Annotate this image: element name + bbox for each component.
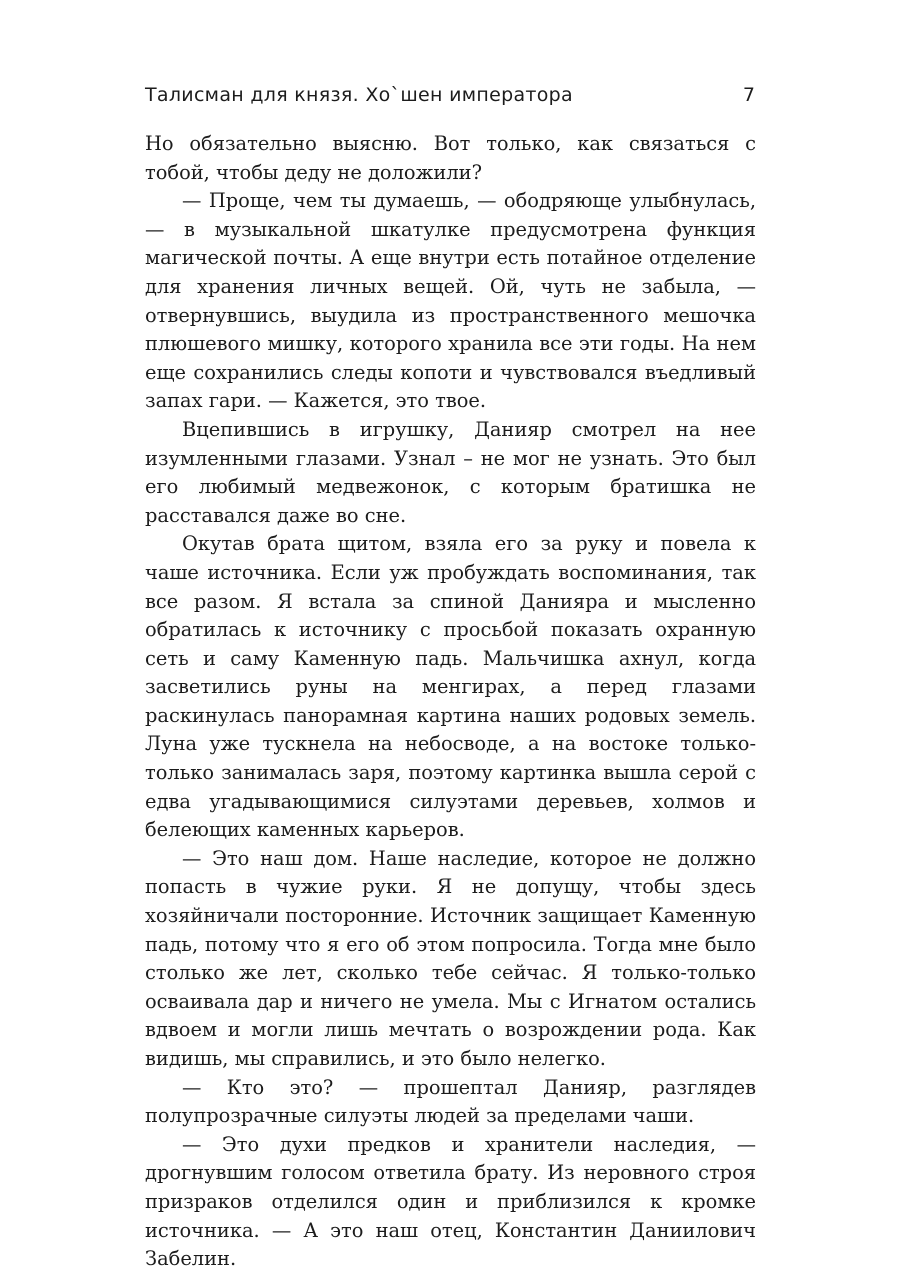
running-title: Талисман для князя. Хо`шен императора (145, 84, 573, 106)
page-number: 7 (742, 84, 755, 106)
paragraph: — Это наш дом. Наше наследие, которое не должно попасть в чужие руки. Я не допущу, чтобы здесь хозяйничали посторонние. Источник защищает Каменную падь, потому что я его об этом попросила. Тогда мне было столько же лет, сколько тебе сейчас. Я только-только осваивала дар и ничего не умела. Мы с Игнатом остались вдвоем и могли лишь мечтать о возрождении рода. Как видишь, мы справились, и это было нелегко. (145, 846, 756, 1070)
paragraph: Но обязательно выясню. Вот только, как связаться с тобой, чтобы деду не доложили? (145, 132, 756, 184)
paragraph: — Проще, чем ты думаешь, — ободряюще улыбнулась, — в музыкальной шкатулке предусмотрена функция магической почты. А еще внутри есть потайное отделение для хранения личных вещей. Ой, чуть не забыла, — отвернувшись, выудила из пространственного мешочка плюшевого мишку, которого хранила все эти годы. На нем еще сохранились следы копоти и чувствовался въедливый запах гари. — Кажется, это твое. (145, 189, 756, 413)
paragraph: Окутав брата щитом, взяла его за руку и повела к чаше источника. Если уж пробуждать воспоминания, так все разом. Я встала за спиной Данияра и мысленно обратилась к источнику с просьбой показать охранную сеть и саму Каменную падь. Мальчишка ахнул, когда засветились руны на менгирах, а перед глазами раскинулась панорамная картина наших родовых земель. Луна уже тускнела на небосводе, а на востоке только-только занималась заря, поэтому картинка вышла серой с едва угадывающимися силуэтами деревьев, холмов и белеющих каменных карьеров. (145, 532, 756, 842)
paragraph: — Кто это? — прошептал Данияр, разглядев полупрозрачные силуэты людей за пределами чаши. (145, 1075, 756, 1128)
paragraph: — Это духи предков и хранители наследия, — дрогнувшим голосом ответила брату. Из неровного строя призраков отделился один и приблизился к кромке источника. — А это наш отец, Константин Даниилович Забелин. (145, 1132, 756, 1271)
page-body (145, 130, 756, 1274)
paragraph: Вцепившись в игрушку, Данияр смотрел на нее изумленными глазами. Узнал – не мог не узнать. Это был его любимый медвежонок, с которым братишка не расставался даже во сне. (145, 417, 756, 527)
page-header (145, 82, 755, 114)
